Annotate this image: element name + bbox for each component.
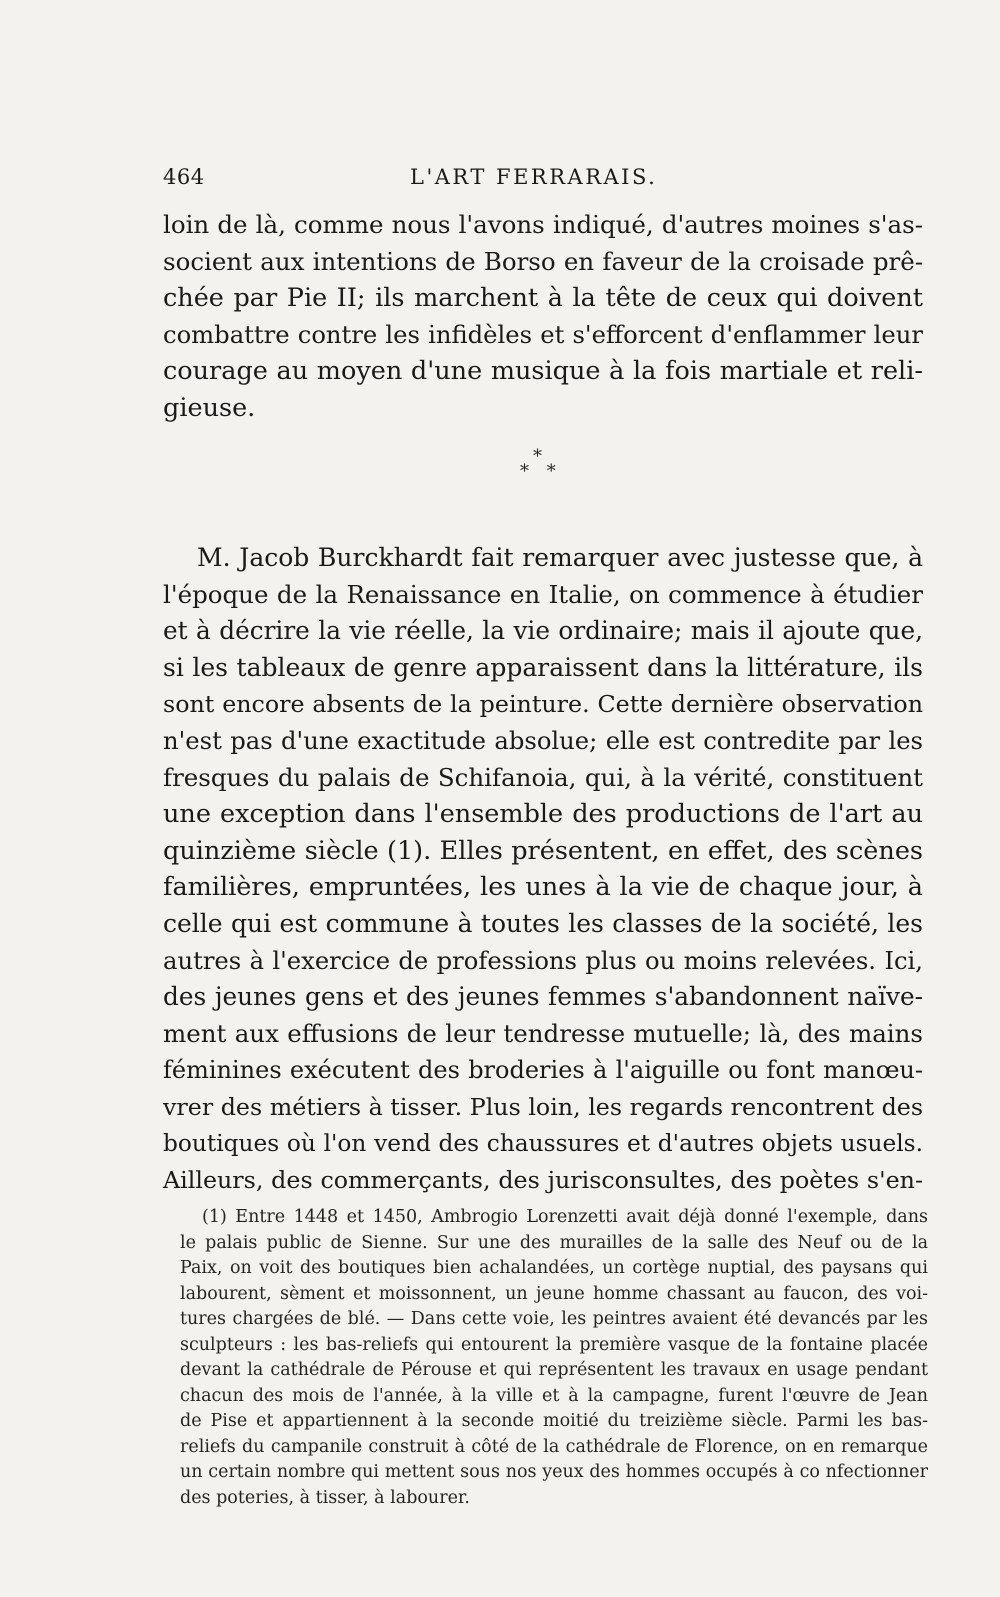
text-line: combattre contre les infidèles et s'efforcent d'enflammer leur <box>163 319 923 349</box>
text-line: ment aux effusions de leur tendresse mutuelle; là, des mains <box>163 1018 923 1048</box>
running-title: L'ART FERRARAIS. <box>410 165 658 189</box>
text-line: fresques du palais de Schifanoia, qui, à la vérité, constituent <box>163 762 923 792</box>
asterism-bottom: * * <box>520 461 562 482</box>
footnote-line: de Pise et appartiennent à la seconde moitié du treizième siècle. Parmi les bas- <box>180 1411 928 1431</box>
footnote-line: labourent, sèment et moissonnent, un jeune homme chassant au faucon, des voi- <box>180 1283 928 1304</box>
footnote-line: (1) Entre 1448 et 1450, Ambrogio Lorenzetti avait déjà donné l'exemple, dans <box>202 1207 928 1227</box>
footnote-line: sculpteurs : les bas-reliefs qui entourent la première vasque de la fontaine placée <box>180 1334 928 1355</box>
text-line: familières, empruntées, les unes à la vie de chaque jour, à <box>163 872 923 903</box>
footnote-line: le palais public de Sienne. Sur une des murailles de la salle des Neuf ou de la <box>180 1232 928 1253</box>
footnote-line: devant la cathédrale de Pérouse et qui représentent les travaux en usage pendant <box>180 1360 928 1380</box>
text-line: celle qui est commune à toutes les classes de la société, les <box>163 908 923 938</box>
text-line: gieuse. <box>163 392 256 423</box>
paragraph-1 <box>163 207 923 427</box>
text-line: socient aux intentions de Borso en faveur de la croisade prê- <box>163 246 923 276</box>
footnote-line: chacun des mois de l'année, à la ville et à la campagne, furent l'œuvre de Jean <box>180 1385 928 1406</box>
text-line: quinzième siècle (1). Elles présentent, en effet, des scènes <box>163 835 923 866</box>
footnote-line: des poteries, à tisser, à labourer. <box>180 1487 470 1508</box>
text-line: l'époque de la Renaissance en Italie, on commence à étudier <box>163 579 923 609</box>
text-line: des jeunes gens et des jeunes femmes s'abandonnent naïve- <box>163 982 923 1012</box>
asterism-top: * <box>533 446 542 467</box>
text-line: féminines exécutent des broderies à l'aiguille ou font manœu- <box>163 1056 923 1085</box>
text-line: boutiques où l'on vend des chaussures et d'autres objets usuels. <box>163 1129 923 1157</box>
text-line: et à décrire la vie réelle, la vie ordinaire; mais il ajoute que, <box>163 616 923 646</box>
page-number: 464 <box>163 165 205 189</box>
text-line: une exception dans l'ensemble des productions de l'art au <box>163 799 923 830</box>
footnote <box>180 1205 928 1511</box>
section-break-asterism <box>520 446 570 486</box>
text-line: n'est pas d'une exactitude absolue; elle est contredite par les <box>163 725 923 755</box>
text-line: Ailleurs, des commerçants, des jurisconsultes, des poètes s'en- <box>163 1166 923 1195</box>
text-line: vrer des métiers à tisser. Plus loin, les regards rencontrent des <box>163 1092 924 1121</box>
footnote-line: tures chargées de blé. — Dans cette voie, les peintres avaient été devancés par les <box>180 1309 928 1329</box>
text-line: chée par Pie II; ils marchent à la tête de ceux qui doivent <box>163 283 923 314</box>
text-line: si les tableaux de genre apparaissent dans la littérature, ils <box>163 652 923 682</box>
footnote-line: Paix, on voit des boutiques bien achalandées, un cortège nuptial, des paysans qui <box>180 1258 928 1278</box>
text-line: autres à l'exercice de professions plus ou moins relevées. Ici, <box>163 945 923 975</box>
text-line: M. Jacob Burckhardt fait remarquer avec justesse que, à <box>197 543 923 572</box>
text-line: courage au moyen d'une musique à la fois martiale et reli- <box>163 356 923 387</box>
footnote-line: reliefs du campanile construit à côté de la cathédrale de Florence, on en remarque <box>180 1436 928 1457</box>
text-line: sont encore absents de la peinture. Cette dernière observation <box>163 690 923 719</box>
text-line: loin de là, comme nous l'avons indiqué, d'autres moines s'as- <box>163 210 923 239</box>
footnote-line: un certain nombre qui mettent sous nos yeux des hommes occupés à co nfectionner <box>180 1462 928 1482</box>
running-head <box>163 165 923 191</box>
paragraph-2 <box>163 540 923 1199</box>
